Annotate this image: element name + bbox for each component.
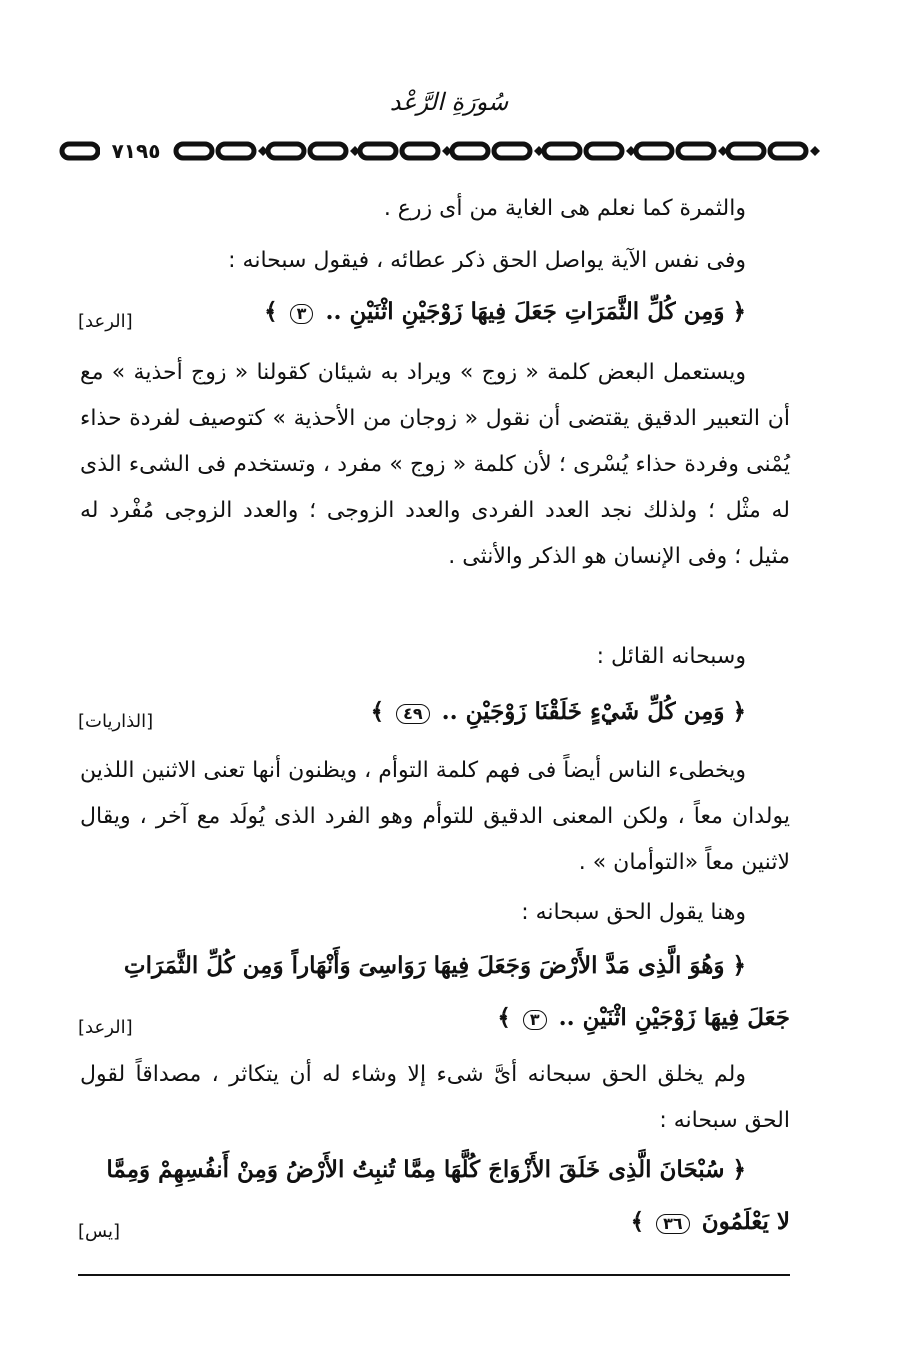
verse-close-bracket: ﴾ [370,698,385,725]
paragraph-1: والثمرة كما نعلم هى الغاية من أى زرع . [383,196,746,221]
surah-title: سُورَةِ الرَّعْد [389,88,509,116]
ayah-number-badge: ٤٩ [396,704,430,724]
verse-ar-rad-3-full [78,940,790,1044]
verse-adh-dhariyat-49 [78,686,790,738]
page-number: ٧١٩٥ [100,138,172,164]
verse-line-1: ﴿ سُبْحَانَ الَّذِى خَلَقَ الأَزْوَاجَ كُلَّهَا مِمَّا تُنبِتُ الأَرْضُ وَمِنْ أَنفُسِهِمْ وَمِمَّا [106,1156,746,1183]
paragraph-2: وفى نفس الآية يواصل الحق ذكر عطائه ، فيقول سبحانه : [228,248,746,273]
verse-line-1: ﴿ وَهُوَ الَّذِى مَدَّ الأَرْضَ وَجَعَلَ فِيهَا رَوَاسِىَ وَأَنْهَاراً وَمِن كُلِّ الثَّمَرَاتِ [123,952,746,979]
paragraph-7: ولم يخلق الحق سبحانه أىَّ شىء إلا وشاء له أن يتكاثر ، مصداقاً لقول الحق سبحانه : [80,1062,790,1133]
ayah-number-badge: ٣ [523,1010,547,1030]
paragraph-4: وسبحانه القائل : [596,644,746,669]
ayah-number-badge: ٣ [290,304,314,324]
surah-reference: [الذاريات] [78,711,154,732]
verse-ar-rad-3 [78,286,790,338]
verse-line-2: لا يَعْلَمُونَ [701,1208,790,1235]
verse-text: ﴿ وَمِن كُلِّ شَيْءٍ خَلَقْنَا زَوْجَيْنِ .. [441,698,746,725]
verse-text: ﴿ وَمِن كُلِّ الثَّمَرَاتِ جَعَلَ فِيهَا زَوْجَيْنِ اثْنَيْنِ .. [325,298,746,325]
paragraph-3: ويستعمل البعض كلمة « زوج » ويراد به شيئان كقولنا « زوج أحذية » مع أن التعبير الدقيق يقتضى أن نقول « زوجان من الأحذية » كتوصيف لفردة حذاء يُمْنى وفردة حذاء يُسْرى ؛ لأن كلمة « زوج » مفرد ، وتستخدم فى الشىء الذى له مثْل ؛ ولذلك نجد العدد الفردى والعدد الزوجى ؛ والعدد الزوجى مُفْرد له مثيل ؛ وفى الإنسان هو الذكر والأنثى . [80,360,790,569]
footer-rule [78,1274,790,1276]
verse-close-bracket: ﴾ [497,1004,511,1031]
surah-reference: [الرعد] [78,1017,133,1038]
paragraph-6: وهنا يقول الحق سبحانه : [521,900,746,925]
surah-reference: [يس] [78,1221,121,1242]
ayah-number-badge: ٣٦ [656,1214,690,1234]
decorative-border-icon [58,138,824,164]
verse-line-2: جَعَلَ فِيهَا زَوْجَيْنِ اثْنَيْنِ .. [558,1004,790,1031]
paragraph-5: ويخطىء الناس أيضاً فى فهم كلمة التوأم ، ويظنون أنها تعنى الاثنين اللذين يولدان معاً ، ولكن المعنى الدقيق للتوأم وهو الفرد الذى يُولَد مع آخر ، ويقال لاثنين معاً «التوأمان » . [80,758,790,875]
verse-close-bracket: ﴾ [264,298,278,325]
verse-ya-sin-36 [78,1144,790,1248]
surah-reference: [الرعد] [78,311,133,332]
verse-close-bracket: ﴾ [630,1208,645,1235]
